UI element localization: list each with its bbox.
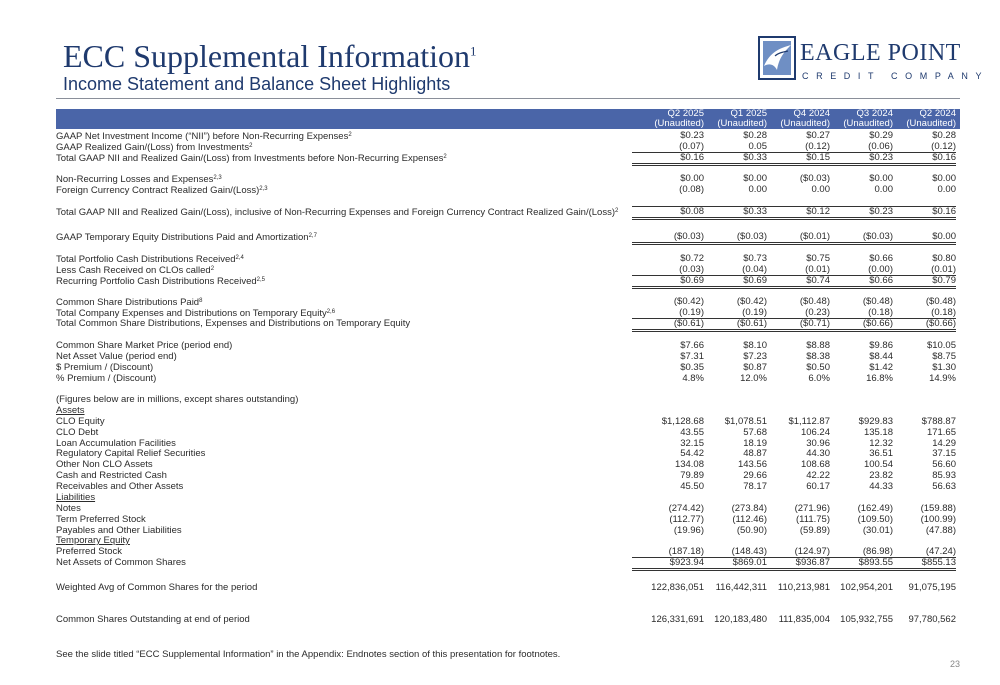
table-cell: $8.38: [806, 351, 830, 362]
row-label: Assets: [56, 405, 85, 416]
table-cell: 0.00: [748, 184, 767, 195]
table-cell: $0.35: [680, 362, 704, 373]
table-cell: 171.65: [926, 427, 956, 438]
table-cell: (0.03): [679, 264, 704, 275]
table-cell: (0.08): [679, 184, 704, 195]
table-row: [56, 373, 960, 384]
table-cell: (47.24): [925, 546, 956, 557]
row-label: Other Non CLO Assets: [56, 459, 153, 470]
table-cell: $0.27: [806, 130, 830, 141]
table-cell: (162.49): [857, 503, 893, 514]
table-cell: (0.12): [931, 141, 956, 152]
table-cell: $869.01: [695, 557, 767, 571]
table-cell: $929.83: [858, 416, 893, 427]
table-cell: (0.01): [931, 264, 956, 275]
table-cell: 91,075,195: [908, 582, 956, 593]
table-cell: 78.17: [743, 481, 767, 492]
page-number: 23: [949, 659, 960, 669]
table-cell: $7.23: [743, 351, 767, 362]
table-cell: $1,112.87: [788, 416, 830, 427]
table-cell: 12.32: [869, 438, 893, 449]
footnote-marker: 2,6: [326, 309, 336, 315]
table-cell: ($0.01): [758, 231, 830, 245]
table-cell: 105,932,755: [840, 614, 893, 625]
table-cell: 100.54: [863, 459, 893, 470]
footnote-marker: 2,3: [213, 175, 222, 181]
table-cell: 42.22: [806, 470, 830, 481]
footnote-marker: 2: [249, 143, 253, 149]
table-cell: ($0.61): [695, 318, 767, 332]
row-label: Total Portfolio Cash Distributions Received$^{2,4}$: [56, 254, 244, 265]
table-cell: 14.29: [932, 438, 956, 449]
table-cell: 0.00: [811, 184, 830, 195]
table-cell: ($0.66): [821, 318, 893, 332]
table-cell: (0.19): [679, 307, 704, 318]
row-label: Common Shares Outstanding at end of period: [56, 614, 250, 625]
table-row: [56, 141, 960, 152]
table-cell: (109.50): [857, 514, 893, 525]
footnote: See the slide titled “ECC Supplemental Information” in the Appendix: Endnotes section of this presentation for footnotes.: [56, 649, 561, 660]
table-cell: 111,835,004: [778, 614, 830, 625]
logo-wordmark: EAGLE POINT: [800, 40, 961, 66]
table-cell: (0.12): [805, 141, 830, 152]
table-cell: ($0.48): [925, 296, 956, 307]
table-cell: (50.90): [736, 525, 767, 536]
table-row: [56, 614, 960, 625]
table-cell: 108.68: [800, 459, 830, 470]
table-cell: 14.9%: [929, 373, 956, 384]
table-cell: $0.00: [884, 231, 956, 245]
table-row: [56, 264, 960, 275]
table-cell: ($0.42): [736, 296, 767, 307]
table-cell: 32.15: [680, 438, 704, 449]
row-label: CLO Equity: [56, 416, 105, 427]
row-label: Total Common Share Distributions, Expenses and Distributions on Temporary Equity: [56, 318, 411, 329]
table-cell: ($0.66): [884, 318, 956, 332]
table-row: [56, 448, 960, 459]
table-cell: (19.96): [673, 525, 704, 536]
table-row: [56, 130, 960, 141]
table-cell: 60.17: [806, 481, 830, 492]
table-cell: 54.42: [680, 448, 704, 459]
title-footnote-marker: 1: [470, 43, 477, 59]
table-cell: 0.05: [748, 141, 767, 152]
row-label: Foreign Currency Contract Realized Gain/(Loss)$^{2,3}$: [56, 185, 268, 196]
table-cell: 122,836,051: [651, 582, 704, 593]
table-cell: $0.16: [884, 152, 956, 166]
row-label: Cash and Restricted Cash: [56, 470, 167, 481]
footnote-marker: 8: [199, 298, 203, 304]
table-row: [56, 514, 960, 525]
table-cell: 16.8%: [866, 373, 893, 384]
table-cell: $8.44: [869, 351, 893, 362]
table-cell: $1,078.51: [724, 416, 767, 427]
table-cell: (0.06): [868, 141, 893, 152]
table-cell: 134.08: [674, 459, 704, 470]
column-header: Q1 2025 (Unaudited): [717, 108, 767, 129]
row-label: Total GAAP NII and Realized Gain/(Loss), inclusive of Non-Recurring Expenses and Foreign Currency Contract Realized Gain/(Loss)$^2$: [56, 207, 619, 218]
table-cell: 36.51: [869, 448, 893, 459]
table-cell: 106.24: [800, 427, 830, 438]
table-cell: 110,213,981: [777, 582, 830, 593]
table-row: [56, 481, 960, 492]
table-row: [56, 318, 960, 329]
table-row: [56, 362, 960, 373]
table-cell: $0.66: [869, 253, 893, 264]
table-cell: 30.96: [806, 438, 830, 449]
table-cell: 43.55: [680, 427, 704, 438]
row-label: Payables and Other Liabilities: [56, 525, 182, 536]
table-cell: 6.0%: [808, 373, 830, 384]
table-cell: (59.89): [799, 525, 830, 536]
table-row: [56, 546, 960, 557]
table-row: [56, 492, 960, 503]
table-cell: 97,780,562: [908, 614, 956, 625]
table-cell: 126,331,691: [651, 614, 704, 625]
table-cell: (159.88): [920, 503, 956, 514]
table-cell: (187.18): [668, 546, 704, 557]
table-cell: $0.16: [632, 152, 704, 166]
row-label: Common Share Distributions Paid$^8$: [56, 297, 203, 308]
row-label: Liabilities: [56, 492, 96, 503]
table-cell: $0.87: [743, 362, 767, 373]
table-cell: $893.55: [821, 557, 893, 571]
row-label: Less Cash Received on CLOs called$^2$: [56, 265, 215, 276]
table-cell: $9.86: [869, 340, 893, 351]
table-cell: (0.19): [742, 307, 767, 318]
table-row: [56, 394, 960, 405]
footnote-marker: 2,4: [235, 255, 244, 261]
table-row: [56, 459, 960, 470]
row-label: GAAP Realized Gain/(Loss) from Investments$^2$: [56, 142, 253, 153]
page-title: ECC Supplemental Information$^1$: [63, 38, 477, 74]
row-label: Notes: [56, 503, 81, 514]
footnote-marker: 2,3: [259, 186, 268, 192]
table-cell: $0.69: [695, 275, 767, 289]
table-cell: (148.43): [731, 546, 767, 557]
table-cell: (111.75): [796, 514, 830, 525]
table-row: [56, 340, 960, 351]
table-row: [56, 231, 960, 242]
table-cell: 143.56: [737, 459, 767, 470]
table-cell: (0.07): [679, 141, 704, 152]
table-cell: $0.73: [743, 253, 767, 264]
table-cell: (0.04): [742, 264, 767, 275]
table-cell: (0.00): [868, 264, 893, 275]
table-cell: ($0.61): [632, 318, 704, 332]
column-header: Q2 2025 (Unaudited): [654, 108, 704, 129]
table-row: [56, 405, 960, 416]
table-cell: (0.23): [805, 307, 830, 318]
table-cell: $0.00: [869, 173, 893, 184]
table-cell: 56.63: [932, 481, 956, 492]
footnote-marker: 2: [443, 154, 447, 160]
table-cell: 57.68: [743, 427, 767, 438]
table-row: [56, 427, 960, 438]
table-row: [56, 307, 960, 318]
table-cell: $0.28: [932, 130, 956, 141]
footnote-marker: 2: [348, 132, 352, 138]
table-row: [56, 275, 960, 286]
table-cell: (0.18): [868, 307, 893, 318]
table-cell: $1,128.68: [661, 416, 704, 427]
table-cell: $10.05: [926, 340, 956, 351]
row-label: CLO Debt: [56, 427, 99, 438]
row-label: Common Share Market Price (period end): [56, 340, 233, 351]
table-cell: (271.96): [794, 503, 830, 514]
table-cell: (0.18): [931, 307, 956, 318]
column-header: Q4 2024 (Unaudited): [780, 108, 830, 129]
row-label: GAAP Net Investment Income (“NII”) before Non-Recurring Expenses$^2$: [56, 131, 352, 142]
table-cell: $0.00: [743, 173, 767, 184]
page-subtitle: Income Statement and Balance Sheet Highlights: [63, 74, 451, 94]
table-cell: $0.12: [758, 206, 830, 220]
table-row: [56, 470, 960, 481]
table-cell: $0.00: [932, 173, 956, 184]
table-row: [56, 416, 960, 427]
table-cell: $923.94: [632, 557, 704, 571]
row-label: Net Asset Value (period end): [56, 351, 177, 362]
table-cell: ($0.48): [799, 296, 830, 307]
table-cell: 12.0%: [740, 373, 767, 384]
table-cell: $0.29: [869, 130, 893, 141]
table-cell: 23.82: [869, 470, 893, 481]
title-divider: [56, 98, 960, 99]
table-cell: $0.08: [632, 206, 704, 220]
table-cell: $936.87: [758, 557, 830, 571]
table-cell: $0.28: [743, 130, 767, 141]
row-label: (Figures below are in millions, except shares outstanding): [56, 394, 299, 405]
row-label: Preferred Stock: [56, 546, 122, 557]
table-row: [56, 503, 960, 514]
table-cell: 44.30: [806, 448, 830, 459]
table-cell: 4.8%: [682, 373, 704, 384]
table-cell: $0.50: [806, 362, 830, 373]
column-header: Q2 2024 (Unaudited): [906, 108, 956, 129]
table-cell: $0.15: [758, 152, 830, 166]
row-label: Weighted Avg of Common Shares for the period: [56, 582, 258, 593]
table-cell: ($0.03): [632, 231, 704, 245]
table-cell: ($0.03): [799, 173, 830, 184]
table-cell: 79.89: [680, 470, 704, 481]
table-cell: $0.74: [758, 275, 830, 289]
table-cell: $0.23: [821, 152, 893, 166]
row-label: Total GAAP NII and Realized Gain/(Loss) from Investments before Non-Recurring Expenses$^2$: [56, 153, 447, 164]
table-cell: $0.00: [680, 173, 704, 184]
table-header: [56, 109, 960, 129]
company-logo: [758, 36, 990, 84]
table-cell: $0.16: [884, 206, 956, 220]
table-row: [56, 152, 960, 163]
table-row: [56, 296, 960, 307]
footnote-marker: 2: [210, 266, 215, 272]
table-cell: ($0.03): [821, 231, 893, 245]
table-cell: (112.77): [669, 514, 704, 525]
table-cell: (47.88): [925, 525, 956, 536]
table-row: [56, 535, 960, 546]
table-row: [56, 557, 960, 568]
table-cell: (30.01): [862, 525, 893, 536]
table-row: [56, 351, 960, 362]
row-label: % Premium / (Discount): [56, 373, 157, 384]
logo-subtext: CREDIT COMPANY: [802, 71, 990, 81]
table-cell: $855.13: [884, 557, 956, 571]
table-cell: 0.00: [937, 184, 956, 195]
row-label: $ Premium / (Discount): [56, 362, 154, 373]
column-header: Q3 2024 (Unaudited): [843, 108, 893, 129]
table-cell: (86.98): [862, 546, 893, 557]
table-cell: 56.60: [932, 459, 956, 470]
table-cell: (100.99): [920, 514, 956, 525]
row-label: Non-Recurring Losses and Expenses$^{2,3}$: [56, 174, 222, 185]
table-cell: 0.00: [874, 184, 893, 195]
table-cell: ($0.42): [673, 296, 704, 307]
table-cell: 135.18: [863, 427, 893, 438]
row-label: Net Assets of Common Shares: [56, 557, 186, 568]
row-label: Recurring Portfolio Cash Distributions Received$^{2,5}$: [56, 276, 265, 287]
footnote-marker: 2: [615, 208, 619, 214]
table-cell: $0.23: [680, 130, 704, 141]
row-label: Term Preferred Stock: [56, 514, 146, 525]
table-cell: 120,183,480: [714, 614, 767, 625]
table-row: [56, 206, 960, 217]
table-cell: $0.23: [821, 206, 893, 220]
table-cell: 29.66: [743, 470, 767, 481]
table-cell: (124.97): [794, 546, 830, 557]
row-label: Temporary Equity: [56, 535, 130, 546]
table-cell: $0.69: [632, 275, 704, 289]
table-cell: $788.87: [921, 416, 956, 427]
table-cell: $0.33: [695, 206, 767, 220]
table-cell: $0.75: [806, 253, 830, 264]
table-cell: 44.33: [869, 481, 893, 492]
table-cell: 48.87: [743, 448, 767, 459]
table-row: [56, 253, 960, 264]
table-cell: $0.66: [821, 275, 893, 289]
row-label: Total Company Expenses and Distributions on Temporary Equity$^{2,6}$: [56, 308, 336, 319]
table-row: [56, 184, 960, 195]
footnote-marker: 2,7: [308, 233, 317, 239]
eagle-icon: [758, 36, 796, 80]
row-label: Loan Accumulation Facilities: [56, 438, 176, 449]
table-cell: (0.01): [805, 264, 830, 275]
row-label: Regulatory Capital Relief Securities: [56, 448, 206, 459]
table-cell: $0.33: [695, 152, 767, 166]
table-cell: 37.15: [932, 448, 956, 459]
table-cell: $1.42: [869, 362, 893, 373]
table-cell: 102,954,201: [840, 582, 893, 593]
table-cell: $1.30: [932, 362, 956, 373]
table-cell: 85.93: [932, 470, 956, 481]
footnote-marker: 2,5: [256, 277, 265, 283]
table-cell: $0.80: [932, 253, 956, 264]
table-row: [56, 582, 960, 593]
table-cell: (274.42): [668, 503, 704, 514]
table-cell: $8.88: [806, 340, 830, 351]
table-cell: $7.31: [680, 351, 704, 362]
table-cell: 45.50: [680, 481, 704, 492]
table-cell: 18.19: [743, 438, 767, 449]
table-cell: $8.75: [932, 351, 956, 362]
table-cell: $0.72: [680, 253, 704, 264]
table-cell: $0.79: [884, 275, 956, 289]
row-label: Receivables and Other Assets: [56, 481, 184, 492]
table-cell: ($0.03): [695, 231, 767, 245]
table-cell: ($0.48): [862, 296, 893, 307]
table-row: [56, 173, 960, 184]
row-label: GAAP Temporary Equity Distributions Paid and Amortization$^{2,7}$: [56, 232, 317, 243]
table-cell: $7.66: [680, 340, 704, 351]
table-cell: 116,442,311: [715, 582, 767, 593]
table-cell: ($0.71): [758, 318, 830, 332]
table-cell: $8.10: [743, 340, 767, 351]
table-cell: (112.46): [732, 514, 767, 525]
table-cell: (273.84): [731, 503, 767, 514]
